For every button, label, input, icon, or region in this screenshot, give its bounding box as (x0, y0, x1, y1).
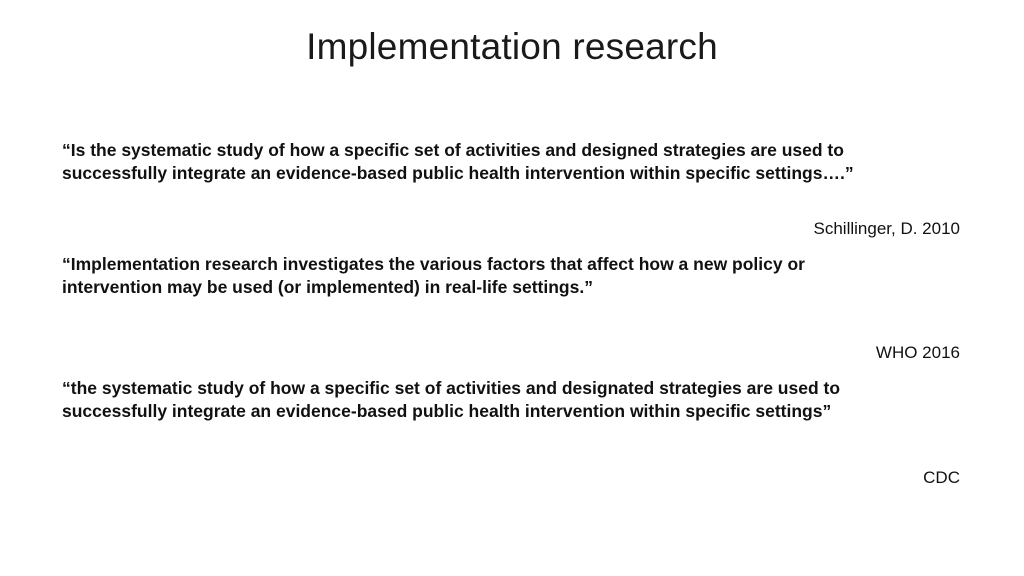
slide-title: Implementation research (306, 26, 718, 67)
source-3: CDC (923, 468, 960, 487)
quote-2: “Implementation research investigates the various factors that affect how a new policy or intervention may be used (or implemented) in real-life settings.” (62, 254, 805, 297)
source-1: Schillinger, D. 2010 (813, 219, 960, 238)
quote-3: “the systematic study of how a specific set of activities and designated strategies are used to successfully integrate an evidence-based public health intervention within specific settings” (62, 378, 841, 421)
source-2: WHO 2016 (875, 343, 960, 362)
quote-1: “Is the systematic study of how a specific set of activities and designed strategies are used to successfully integrate an evidence-based public health intervention within specific settings….” (62, 140, 854, 183)
